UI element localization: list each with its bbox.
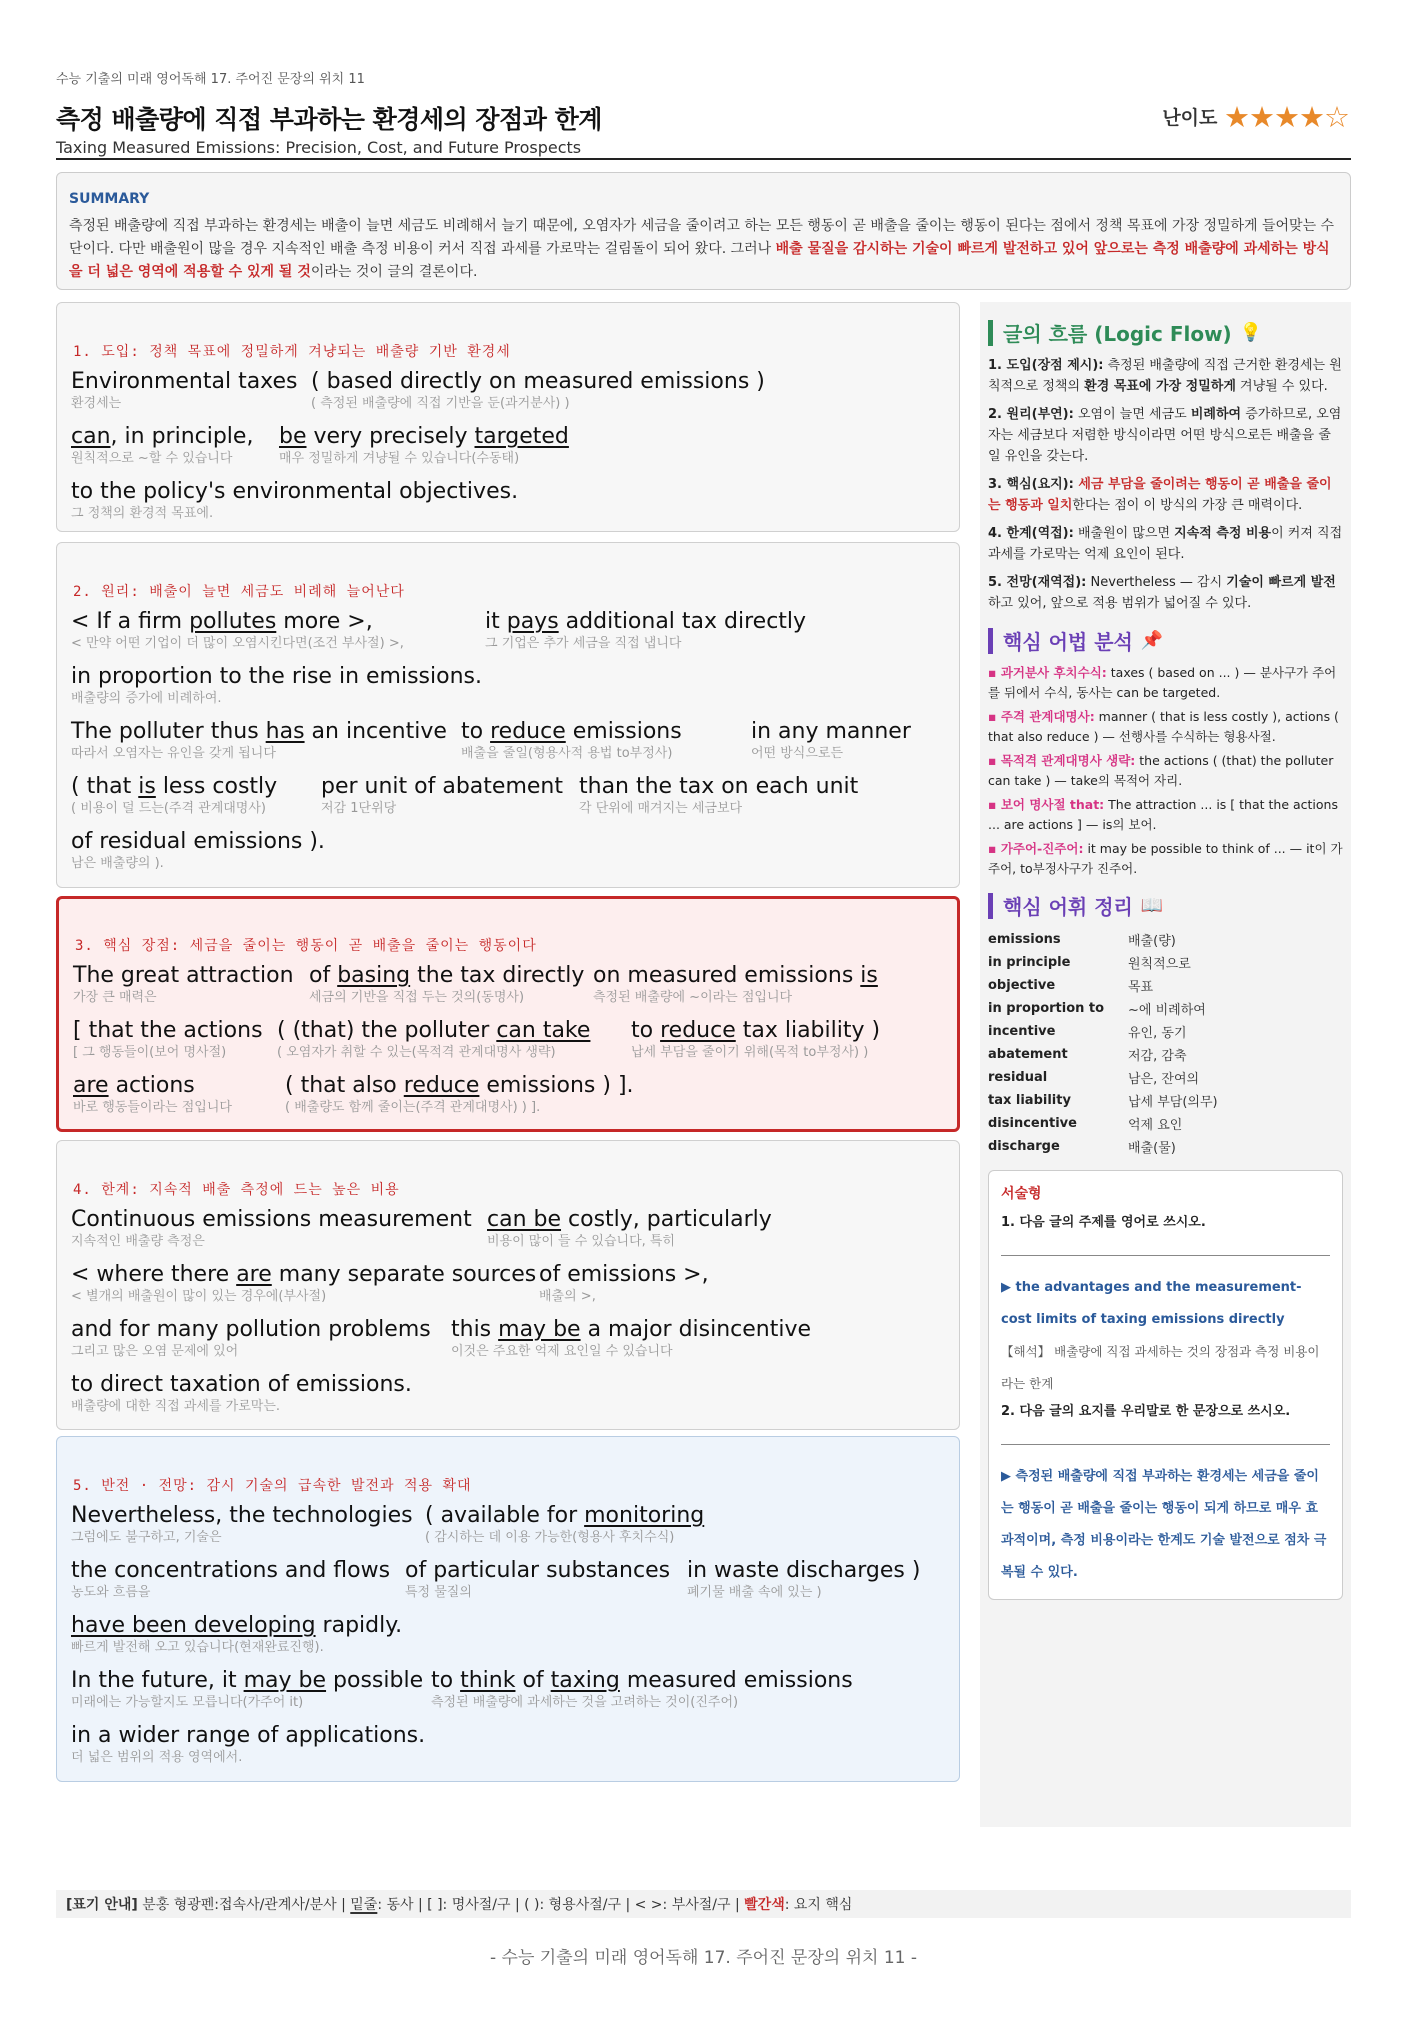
page-footer: - 수능 기출의 미래 영어독해 17. 주어진 문장의 위치 11 -: [490, 1948, 917, 1968]
flow-label: 4. 한계(역접):: [988, 526, 1074, 541]
vocab-table: [988, 928, 1343, 1158]
chunk: [71, 1262, 536, 1305]
english-text: a major disincentive: [580, 1317, 812, 1342]
vocab-row: [988, 1112, 1343, 1135]
legend-label: [표기 안내]: [66, 1897, 138, 1913]
flow-emphasis: 비례하여: [1190, 407, 1242, 422]
english-chunk: [ that the actions: [73, 1018, 263, 1043]
korean-gloss: 측정된 배출량에 과세하는 것을 고려하는 것이(진주어): [431, 1695, 739, 1710]
korean-gloss: 배출량에 대한 직접 과세를 가로막는.: [71, 1399, 281, 1414]
logic-flow-list: [988, 355, 1343, 614]
korean-gloss: 비용이 많이 들 수 있습니다, 특히: [487, 1234, 676, 1249]
chunk: [71, 664, 482, 707]
chunk: [593, 963, 878, 1006]
vocab-meaning: 억제 요인: [1128, 1118, 1183, 1133]
english-chunk: in proportion to the rise in emissions.: [71, 664, 482, 689]
verb-underline: have been developing: [71, 1613, 316, 1638]
page-subtitle: 수능 기출의 미래 영어독해 17. 주어진 문장의 위치 11: [56, 72, 365, 87]
korean-gloss: 저감 1단위당: [321, 801, 397, 816]
korean-gloss: ( 오염자가 취할 수 있는(목적격 관계대명사 생략): [277, 1045, 556, 1060]
exercise-heading: 서술형: [1001, 1186, 1042, 1202]
exercise-question-2: 2. 다음 글의 요지를 우리말로 한 문장으로 쓰시오.: [1001, 1404, 1291, 1419]
english-chunk: [593, 963, 878, 989]
english-chunk: [485, 609, 806, 635]
korean-gloss: 바로 행동들이라는 점입니다: [73, 1100, 232, 1115]
flow-text: Nevertheless — 감시: [1086, 575, 1227, 590]
korean-gloss: 빠르게 발전해 오고 있습니다(현재완료진행).: [71, 1640, 324, 1655]
vocab-title: 핵심 어휘 정리: [1003, 895, 1133, 919]
verb-underline: is: [860, 963, 878, 988]
korean-gloss: 가장 큰 매력은: [73, 990, 157, 1005]
chunk: [321, 774, 563, 817]
english-chunk: ( based directly on measured emissions ): [311, 369, 765, 394]
english-text: on measured emissions: [593, 963, 861, 988]
section-4-limitation: [56, 1140, 960, 1430]
korean-gloss: < 별개의 배출원이 많이 있는 경우에(부사절): [71, 1289, 327, 1304]
korean-gloss: 그 정책의 환경적 목표에.: [71, 506, 214, 521]
essay-exercise-box: [988, 1170, 1343, 1600]
english-text: costly, particularly: [561, 1207, 772, 1232]
english-text: of: [309, 963, 338, 988]
english-text: to: [431, 1668, 461, 1693]
verb-underline: be: [279, 424, 307, 449]
korean-gloss: 그 기업은 추가 세금을 직접 냅니다: [485, 636, 682, 651]
verb-underline: can take: [496, 1018, 591, 1043]
flow-text: 측정된 배출량에 직접 근거한 환경세는 원칙적으로 정책의: [988, 358, 1342, 394]
heading-bar: [988, 320, 993, 346]
grammar-item: [988, 795, 1343, 835]
vocab-word: incentive: [988, 1024, 1056, 1039]
verb-underline: reduce: [660, 1018, 736, 1043]
korean-gloss: 특정 물질의: [405, 1585, 472, 1600]
grammar-text: manner ( that is less costly ), actions ( that also reduce ) — 선행사를 수식하는 형용사절.: [988, 709, 1339, 744]
chunk: [539, 1262, 709, 1305]
vocab-meaning: 목표: [1128, 980, 1154, 995]
chunk: [71, 1372, 412, 1415]
english-chunk: of particular substances: [405, 1558, 671, 1583]
sidebar: [980, 302, 1351, 1827]
chunk: [71, 369, 298, 412]
vocab-row: [988, 1135, 1343, 1158]
vocab-row: [988, 1020, 1343, 1043]
korean-gloss: 따라서 오염자는 유인을 갖게 됩니다: [71, 746, 276, 761]
exercise-question-1: 1. 다음 글의 주제를 영어로 쓰시오.: [1001, 1215, 1206, 1230]
vocab-row: [988, 997, 1343, 1020]
english-text: ( available for: [425, 1503, 585, 1528]
chunk: [425, 1503, 704, 1546]
korean-gloss: 이것은 주요한 억제 요인일 수 있습니다: [451, 1344, 673, 1359]
vocab-word: emissions: [988, 932, 1061, 947]
chunk: [71, 829, 325, 872]
summary-heading: SUMMARY: [69, 191, 150, 207]
gerund-underline: monitoring: [584, 1503, 705, 1528]
logic-flow-item: [988, 523, 1343, 565]
chunk: [485, 609, 806, 652]
pushpin-icon: 📌: [1140, 630, 1164, 651]
logic-flow-item: [988, 572, 1343, 614]
flow-label: 5. 전망(재역접):: [988, 575, 1087, 590]
korean-gloss: 농도와 흐름을: [71, 1585, 151, 1600]
english-text: of: [515, 1668, 551, 1693]
grammar-heading: [988, 626, 1343, 655]
english-chunk: [431, 1668, 853, 1694]
grammar-text: The attraction ... is [ that the actions ... are actions ] — is의 보어.: [988, 797, 1338, 832]
flow-label: 2. 원리(부연):: [988, 407, 1074, 422]
difficulty-rating: [1162, 100, 1349, 134]
flow-emphasis: 환경 목표에 가장 정밀하게: [1084, 379, 1236, 394]
english-chunk: [487, 1207, 772, 1233]
verb-underline: targeted: [474, 424, 569, 449]
english-chunk: [71, 774, 277, 800]
english-chunk: in a wider range of applications.: [71, 1723, 426, 1748]
korean-gloss: ( 비용이 덜 드는(주격 관계대명사): [71, 801, 266, 816]
chunk: [71, 1668, 423, 1711]
korean-gloss: 측정된 배출량에 ~이라는 점입니다: [593, 990, 793, 1005]
vocab-row: [988, 928, 1343, 951]
flow-emphasis: 기술이 빠르게 발전: [1226, 575, 1336, 590]
grammar-text: taxes ( based on ... ) — 분사구가 주어를 뒤에서 수식, 동사는 can be targeted.: [988, 665, 1337, 700]
grammar-point: ▪ 목적격 관계대명사 생략:: [988, 753, 1136, 768]
english-text: actions: [108, 1073, 195, 1098]
page-title-english: Taxing Measured Emissions: Precision, Cost, and Future Prospects: [56, 138, 582, 157]
section-2-principle: [56, 542, 960, 888]
english-text: emissions: [565, 719, 682, 744]
english-chunk: than the tax on each unit: [579, 774, 859, 799]
legend-text: : 요지 핵심: [784, 1897, 853, 1913]
korean-gloss: 배출을 줄일(형용사적 용법 to부정사): [461, 746, 673, 761]
english-chunk: Continuous emissions measurement: [71, 1207, 472, 1232]
summary-text: [69, 215, 1338, 284]
chunk: [71, 719, 447, 762]
summary-key-point: 배출 물질을 감시하는 기술이 빠르게 발전하고 있어 앞으로는 측정 배출량에 과세하는 방식을 더 넓은 영역에 적용할 수 있게 될 것: [69, 241, 1330, 280]
section-1-heading: 1. 도입: 정책 목표에 정밀하게 겨냥되는 배출량 기반 환경세: [73, 344, 511, 360]
chunk: [71, 1317, 431, 1360]
flow-text: 겨냥될 수 있다.: [1235, 379, 1328, 394]
chunk: [451, 1317, 811, 1360]
grammar-item: [988, 751, 1343, 791]
vocab-word: disincentive: [988, 1116, 1077, 1131]
chunk: [279, 424, 569, 467]
chunk: [405, 1558, 670, 1601]
english-chunk: to direct taxation of emissions.: [71, 1372, 412, 1397]
vocab-word: tax liability: [988, 1093, 1071, 1108]
flow-text: 배출원이 많으면: [1073, 526, 1175, 541]
section-4-heading: 4. 한계: 지속적 배출 측정에 드는 높은 비용: [73, 1182, 400, 1198]
section-5-outlook: [56, 1436, 960, 1782]
english-chunk: [71, 1668, 423, 1694]
english-chunk: [71, 609, 404, 635]
grammar-item: [988, 707, 1343, 747]
english-text: the tax directly: [410, 963, 585, 988]
chunk: [73, 1018, 263, 1061]
vocab-word: objective: [988, 978, 1056, 993]
english-text: The polluter thus: [71, 719, 266, 744]
korean-gloss: 배출량의 증가에 비례하여.: [71, 691, 222, 706]
vocab-meaning: 유인, 동기: [1128, 1026, 1187, 1041]
chunk: [687, 1558, 920, 1601]
english-chunk: [425, 1503, 704, 1529]
korean-gloss: 원칙적으로 ~할 수 있습니다: [71, 451, 233, 466]
difficulty-label: 난이도: [1162, 107, 1218, 129]
korean-gloss: 그럼에도 불구하고, 기술은: [71, 1530, 222, 1545]
flow-label: 1. 도입(장점 제시):: [988, 358, 1104, 373]
logic-flow-item: [988, 404, 1343, 467]
lightbulb-icon: 💡: [1239, 322, 1263, 343]
chunk: [71, 609, 404, 652]
english-chunk: Environmental taxes: [71, 369, 298, 394]
grammar-text: the actions ( (that) the polluter can take ) — take의 목적어 자리.: [988, 753, 1334, 788]
english-text: ( that: [71, 774, 139, 799]
vocab-row: [988, 951, 1343, 974]
vocab-meaning: 배출(물): [1128, 1141, 1176, 1156]
vocab-meaning: 남은, 잔여의: [1128, 1072, 1200, 1087]
korean-gloss: ( 측정된 배출량에 직접 기반을 둔(과거분사) ): [311, 396, 570, 411]
english-chunk: [71, 424, 253, 450]
english-text: ( (that) the polluter: [277, 1018, 497, 1043]
korean-gloss: 납세 부담을 줄이기 위해(목적 to부정사) ): [631, 1045, 869, 1060]
verb-underline: think: [460, 1668, 516, 1693]
english-chunk: [309, 963, 584, 989]
legend-text: : 동사 | [ ]: 명사절/구 | ( ): 형용사절/구 | < >: 부사절/구 |: [377, 1897, 745, 1913]
english-chunk: [285, 1073, 634, 1099]
grammar-item: [988, 839, 1343, 879]
korean-gloss: 더 넓은 범위의 적용 영역에서.: [71, 1750, 243, 1765]
grammar-text: it may be possible to think of ... — it이 가주어, to부정사구가 진주어.: [988, 841, 1343, 876]
verb-underline: reduce: [490, 719, 566, 744]
korean-gloss: 지속적인 배출량 측정은: [71, 1234, 205, 1249]
english-text: emissions ) ].: [479, 1073, 634, 1098]
vocab-meaning: 배출(량): [1128, 934, 1176, 949]
english-chunk: to the policy's environmental objectives.: [71, 479, 519, 504]
verb-underline: pays: [506, 609, 559, 634]
english-text: tax liability ): [735, 1018, 881, 1043]
verb-underline: are: [73, 1073, 109, 1098]
korean-gloss: 남은 배출량의 ).: [71, 856, 164, 871]
chunk: [431, 1668, 853, 1711]
notation-legend: [56, 1890, 1351, 1918]
english-chunk: [279, 424, 569, 450]
english-text: measured emissions: [619, 1668, 853, 1693]
english-chunk: [73, 1073, 232, 1099]
korean-gloss: 환경세는: [71, 396, 122, 411]
english-chunk: the concentrations and flows: [71, 1558, 391, 1583]
english-text: rapidly.: [315, 1613, 403, 1638]
vocab-word: in principle: [988, 955, 1071, 970]
chunk: [311, 369, 765, 412]
title-divider: [56, 158, 1351, 160]
chunk: [579, 774, 858, 817]
english-text: < where there: [71, 1262, 237, 1287]
english-chunk: per unit of abatement: [321, 774, 563, 799]
english-text: to: [631, 1018, 661, 1043]
english-chunk: [277, 1018, 590, 1044]
english-chunk: [71, 719, 447, 745]
english-text: less costly: [155, 774, 278, 799]
english-chunk: of residual emissions ).: [71, 829, 325, 854]
english-chunk: The great attraction: [73, 963, 294, 988]
chunk: [71, 424, 253, 467]
gerund-underline: basing: [337, 963, 411, 988]
chunk: [309, 963, 584, 1006]
chunk: [71, 1207, 472, 1250]
verb-underline: may be: [243, 1668, 327, 1693]
verb-underline: is: [138, 774, 156, 799]
english-text: , in principle,: [110, 424, 254, 449]
vocab-row: [988, 1066, 1343, 1089]
grammar-point: ▪ 가주어-진주어:: [988, 841, 1084, 856]
english-text: it: [485, 609, 507, 634]
english-text: < If a firm: [71, 609, 190, 634]
vocab-meaning: 저감, 감축: [1128, 1049, 1187, 1064]
flow-key: 세금 부담을 줄이려는 행동이 곧 배출을 줄이는 행동과 일치: [988, 477, 1332, 513]
english-text: many separate sources: [271, 1262, 537, 1287]
english-chunk: and for many pollution problems: [71, 1317, 431, 1342]
logic-flow-item: [988, 474, 1343, 516]
english-chunk: [71, 1262, 536, 1288]
vocab-meaning: 납세 부담(의무): [1128, 1095, 1218, 1110]
verb-underline: reduce: [403, 1073, 480, 1098]
english-text: to: [461, 719, 491, 744]
english-text: more >,: [276, 609, 373, 634]
korean-gloss: ( 감시하는 데 이용 가능한(형용사 후치수식): [425, 1530, 675, 1545]
answer-line: [1001, 1255, 1330, 1256]
vocab-row: [988, 1089, 1343, 1112]
section-5-heading: 5. 반전 · 전망: 감시 기술의 급속한 발전과 적용 확대: [73, 1478, 472, 1494]
korean-gloss: 어떤 방식으로든: [751, 746, 844, 761]
flow-label: 3. 핵심(요지):: [988, 477, 1074, 492]
vocab-meaning: ~에 비례하여: [1128, 1003, 1206, 1018]
english-chunk: [71, 1613, 402, 1639]
chunk: [71, 1613, 402, 1656]
korean-gloss: 미래에는 가능할지도 모릅니다(가주어 it): [71, 1695, 304, 1710]
heading-bar: [988, 628, 993, 654]
logic-flow-title: 글의 흐름 (Logic Flow): [1003, 322, 1232, 346]
exercise-answer-1: ▶ the advantages and the measurement-cost limits of taxing emissions directly: [1001, 1280, 1302, 1327]
exercise-translation-1: 【해석】 배출량에 직접 과세하는 것의 장점과 측정 비용이라는 한계: [1001, 1344, 1320, 1391]
verb-underline: are: [236, 1262, 272, 1287]
english-text: an incentive: [304, 719, 447, 744]
korean-gloss: 배출의 >,: [539, 1289, 596, 1304]
english-chunk: of emissions >,: [539, 1262, 709, 1287]
verb-underline: may be: [498, 1317, 581, 1342]
grammar-title: 핵심 어법 분석: [1003, 630, 1133, 654]
english-chunk: in any manner: [751, 719, 911, 744]
verb-underline: pollutes: [189, 609, 277, 634]
section-1-intro: [56, 302, 960, 532]
english-text: very precisely: [306, 424, 475, 449]
grammar-point: ▪ 보어 명사절 that:: [988, 797, 1105, 812]
star-rating-icon: ★★★★☆: [1224, 100, 1349, 134]
english-chunk: in waste discharges ): [687, 1558, 921, 1583]
answer-line: [1001, 1444, 1330, 1445]
book-icon: 📖: [1140, 895, 1164, 916]
verb-underline: can: [71, 424, 111, 449]
vocab-meaning: 원칙적으로: [1128, 957, 1191, 972]
legend-underline-sample: 밑줄: [350, 1897, 378, 1913]
vocab-word: abatement: [988, 1047, 1068, 1062]
korean-gloss: 세금의 기반을 직접 두는 것의(동명사): [309, 990, 525, 1005]
legend-red-sample: 빨간색: [744, 1897, 785, 1913]
flow-emphasis: 지속적 측정 비용: [1174, 526, 1272, 541]
vocab-row: [988, 974, 1343, 997]
section-2-heading: 2. 원리: 배출이 늘면 세금도 비례해 늘어난다: [73, 584, 405, 600]
heading-bar: [988, 893, 993, 919]
summary-text-part: 이라는 것이 글의 결론이다.: [310, 264, 478, 280]
vocab-heading: [988, 891, 1343, 920]
english-chunk: [451, 1317, 811, 1343]
chunk: [631, 1018, 880, 1061]
exercise-answer-2: ▶ 측정된 배출량에 직접 부과하는 환경세는 세금을 줄이는 행동이 곧 배출을 줄이는 행동이 되게 하므로 매우 효과적이며, 측정 비용이라는 한계도 기술 발전으로 점차 극복될 수 있다.: [1001, 1469, 1327, 1580]
section-3-heading: 3. 핵심 장점: 세금을 줄이는 행동이 곧 배출을 줄이는 행동이다: [75, 938, 537, 954]
chunk: [71, 774, 277, 817]
korean-gloss: ( 배출량도 함께 줄이는(주격 관계대명사) ) ].: [285, 1100, 541, 1115]
grammar-point: ▪ 과거분사 후치수식:: [988, 665, 1107, 680]
english-chunk: [631, 1018, 880, 1044]
english-text: this: [451, 1317, 499, 1342]
vocab-row: [988, 1043, 1343, 1066]
verb-underline: can be: [487, 1207, 562, 1232]
chunk: [487, 1207, 772, 1250]
flow-text: 이 커져 직접 과세를 가로막는 억제 요인이 된다.: [988, 526, 1343, 562]
korean-gloss: < 만약 어떤 기업이 더 많이 오염시킨다면(조건 부사절) >,: [71, 636, 404, 651]
legend-text: 분홍 형광펜:접속사/관계사/분사 |: [137, 1897, 351, 1913]
page-title: 측정 배출량에 직접 부과하는 환경세의 장점과 한계: [56, 105, 602, 134]
gerund-underline: taxing: [550, 1668, 620, 1693]
chunk: [73, 1073, 232, 1116]
grammar-item: [988, 663, 1343, 703]
summary-text-part: 측정된 배출량에 직접 부과하는 환경세는 배출이 늘면 세금도 비례해서 늘기 때문에, 오염자가 세금을 줄이려고 하는 모든 행동이 곧 배출을 줄이는 행동이 된다는 점에서 정책 목표에 가장 정밀하게 들어맞는 수단이다. 다만 배출원이 많을 경우 지속적인 배출 측정 비용이 커서 직접 과세를 가로막는 걸림돌이 되어 왔다. 그러나: [69, 218, 1335, 257]
grammar-list: [988, 663, 1343, 879]
vocab-word: discharge: [988, 1139, 1060, 1154]
vocab-word: residual: [988, 1070, 1048, 1085]
flow-text: 증가하므로, 오염자는 세금보다 저렴한 방식이라면 어떤 방식으로든 배출을 줄일 유인을 갖는다.: [988, 407, 1342, 464]
flow-text: 한다는 점이 이 방식의 가장 큰 매력이다.: [1072, 498, 1303, 513]
chunk: [751, 719, 911, 762]
chunk: [71, 1723, 425, 1766]
flow-text: 오염이 늘면 세금도: [1073, 407, 1191, 422]
chunk: [277, 1018, 590, 1061]
korean-gloss: 폐기물 배출 속에 있는 ): [687, 1585, 822, 1600]
chunk: [71, 479, 518, 522]
grammar-point: ▪ 주격 관계대명사:: [988, 709, 1095, 724]
chunk: [71, 1503, 413, 1546]
logic-flow-heading: [988, 318, 1343, 347]
summary-box: [56, 172, 1351, 290]
chunk: [461, 719, 682, 762]
chunk: [285, 1073, 634, 1116]
english-text: In the future, it: [71, 1668, 244, 1693]
korean-gloss: [ 그 행동들이(보어 명사절): [73, 1045, 227, 1060]
english-text: ( that also: [285, 1073, 404, 1098]
korean-gloss: 각 단위에 매겨지는 세금보다: [579, 801, 743, 816]
english-text: possible: [326, 1668, 424, 1693]
english-chunk: Nevertheless, the technologies: [71, 1503, 413, 1528]
verb-underline: has: [265, 719, 305, 744]
english-text: additional tax directly: [558, 609, 807, 634]
korean-gloss: 그리고 많은 오염 문제에 있어: [71, 1344, 239, 1359]
vocab-word: in proportion to: [988, 1001, 1105, 1016]
logic-flow-item: [988, 355, 1343, 397]
section-3-key-advantage: [56, 896, 960, 1132]
english-chunk: [461, 719, 682, 745]
chunk: [71, 1558, 390, 1601]
korean-gloss: 매우 정밀하게 겨냥될 수 있습니다(수동태): [279, 451, 520, 466]
flow-text: 하고 있어, 앞으로 적용 범위가 넓어질 수 있다.: [988, 596, 1252, 611]
chunk: [73, 963, 294, 1006]
